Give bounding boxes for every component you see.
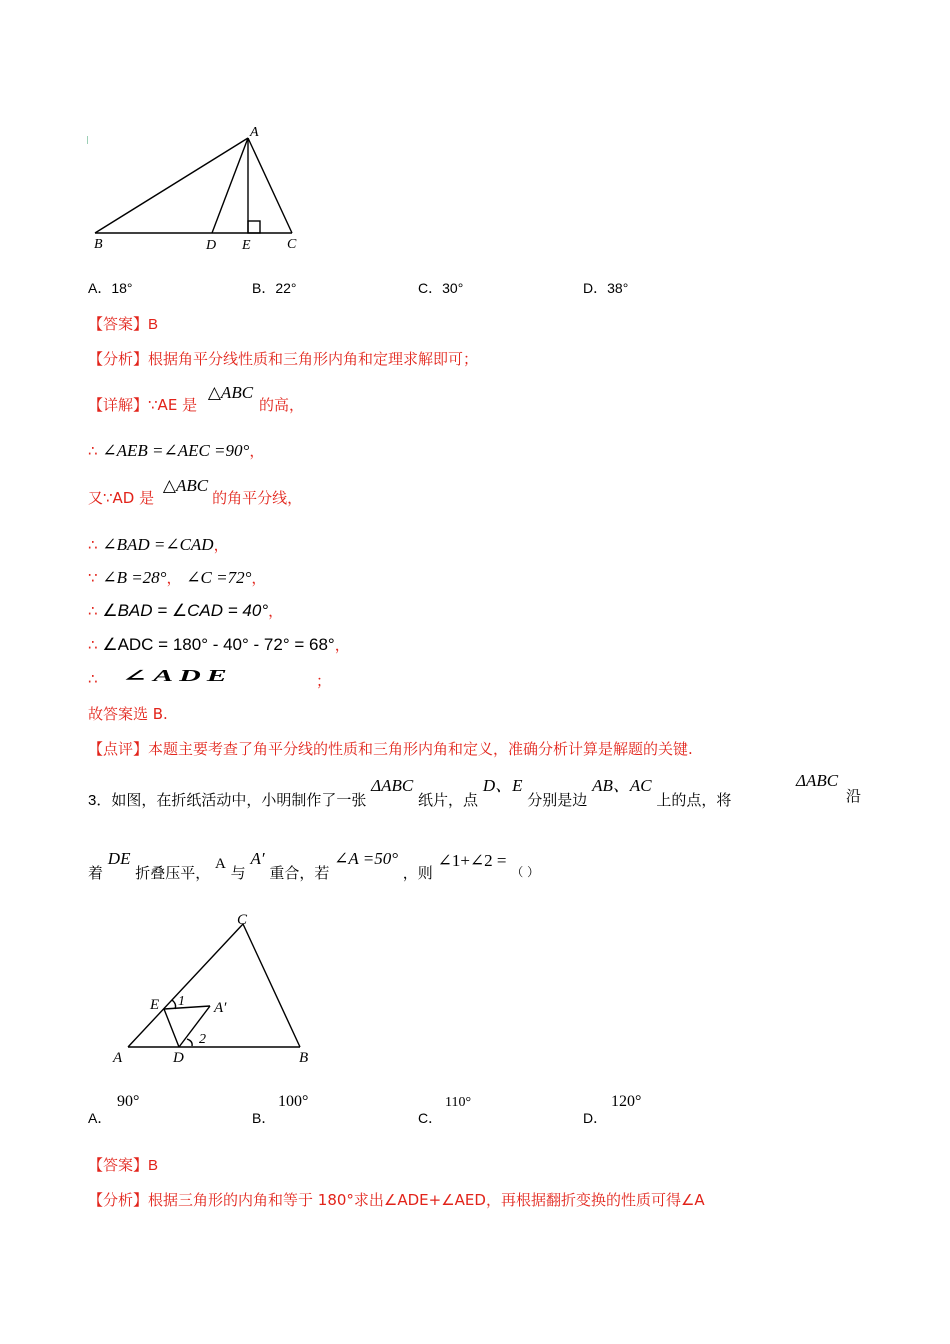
segment-bc xyxy=(243,924,300,1047)
q3-option-c-value: 110° xyxy=(445,1095,472,1110)
label-angle-2: 2 xyxy=(199,1032,206,1047)
q3-option-c[interactable]: C． xyxy=(418,1110,443,1126)
segment-ad xyxy=(212,138,248,233)
q3-option-d[interactable]: D． xyxy=(583,1110,608,1126)
q3-stem-line-1-tail: ΔABC xyxy=(796,771,839,790)
segment-ac xyxy=(128,924,243,1047)
label-a: A xyxy=(113,1050,123,1066)
angle-2-arc xyxy=(187,1039,192,1046)
label-angle-1: 1 xyxy=(178,994,185,1009)
q3-stem-line-1-end: 沿 xyxy=(846,787,862,805)
segment-ac xyxy=(248,138,292,233)
q3-option-b-value: 100° xyxy=(278,1093,309,1110)
q2-step-7-tail: ； xyxy=(316,672,332,690)
q2-step-5: ∴ ∠BAD = ∠CAD = 40°， xyxy=(88,601,284,620)
q2-answer: 【答案】B xyxy=(88,315,159,333)
q3-answer: 【答案】B xyxy=(88,1156,159,1174)
angle-1-arc xyxy=(172,1000,176,1009)
q3-option-d-value: 120° xyxy=(611,1093,642,1110)
q2-step-3: ∴ ∠BAD =∠CAD， xyxy=(88,535,229,554)
q2-step-2: 又∵AD 是 △ABC的角平分线， xyxy=(88,476,303,507)
label-e: E xyxy=(242,238,251,253)
q2-step-4: ∵ ∠B =28°， ∠C =72°， xyxy=(88,568,267,587)
label-e: E xyxy=(150,997,160,1013)
triangle-abc-math: △ABC xyxy=(207,383,254,402)
q2-option-a[interactable]: A．18° xyxy=(88,280,133,296)
label-c: C xyxy=(237,912,248,928)
label-d: D xyxy=(173,1050,184,1066)
label-a: A xyxy=(250,125,259,140)
segment-ab xyxy=(95,138,248,233)
right-angle-mark xyxy=(248,221,260,233)
label-c: C xyxy=(287,237,297,252)
figure-2-folded-triangle xyxy=(110,908,325,1068)
q2-detail: 【详解】∵AE 是 △ABC的高， xyxy=(88,383,305,414)
label-d: D xyxy=(206,238,217,253)
label-b: B xyxy=(94,237,103,252)
label-a-prime: A′ xyxy=(214,1000,227,1016)
figure-1-triangle xyxy=(85,118,315,258)
q2-option-c[interactable]: C．30° xyxy=(418,280,464,296)
q2-analysis: 【分析】根据角平分线性质和三角形内角和定理求解即可； xyxy=(88,350,479,368)
q3-stem-line-1: 3．如图，在折纸活动中，小明制作了一张 ΔABC 纸片，点 D、E 分别是边 AB、AC 上的点，将 xyxy=(88,776,732,809)
q2-step-7-garbled-formula: ∠ADE xyxy=(122,666,233,685)
q2-step-1: ∴ ∠AEB =∠AEC =90°， xyxy=(88,441,265,460)
q2-step-6: ∴ ∠ADC = 180° - 40° - 72° = 68°， xyxy=(88,635,350,654)
q3-analysis: 【分析】根据三角形的内角和等于 180°求出∠ADE+∠AED，再根据翻折变换的性质可得∠A xyxy=(88,1191,705,1209)
q3-stem-line-2: 着 DE 折叠压平， A 与 A′ 重合，若 ∠A =50° ，则 ∠1+∠2 = （ ） xyxy=(88,849,540,882)
label-b: B xyxy=(299,1050,309,1066)
q3-option-a-value: 90° xyxy=(117,1093,140,1110)
q2-option-d[interactable]: D．38° xyxy=(583,280,629,296)
segment-ea-prime xyxy=(164,1006,210,1009)
fold-line-de xyxy=(164,1009,179,1047)
q2-comment: 【点评】本题主要考查了角平分线的性质和三角形内角和定义，准确分析计算是解题的关键. xyxy=(88,740,693,758)
q2-conclusion: 故答案选 B. xyxy=(88,705,168,723)
q2-step-7: ∴ xyxy=(88,670,98,688)
q3-option-a[interactable]: A． xyxy=(88,1110,112,1126)
q2-option-b[interactable]: B．22° xyxy=(252,280,297,296)
q3-option-b[interactable]: B． xyxy=(252,1110,276,1126)
